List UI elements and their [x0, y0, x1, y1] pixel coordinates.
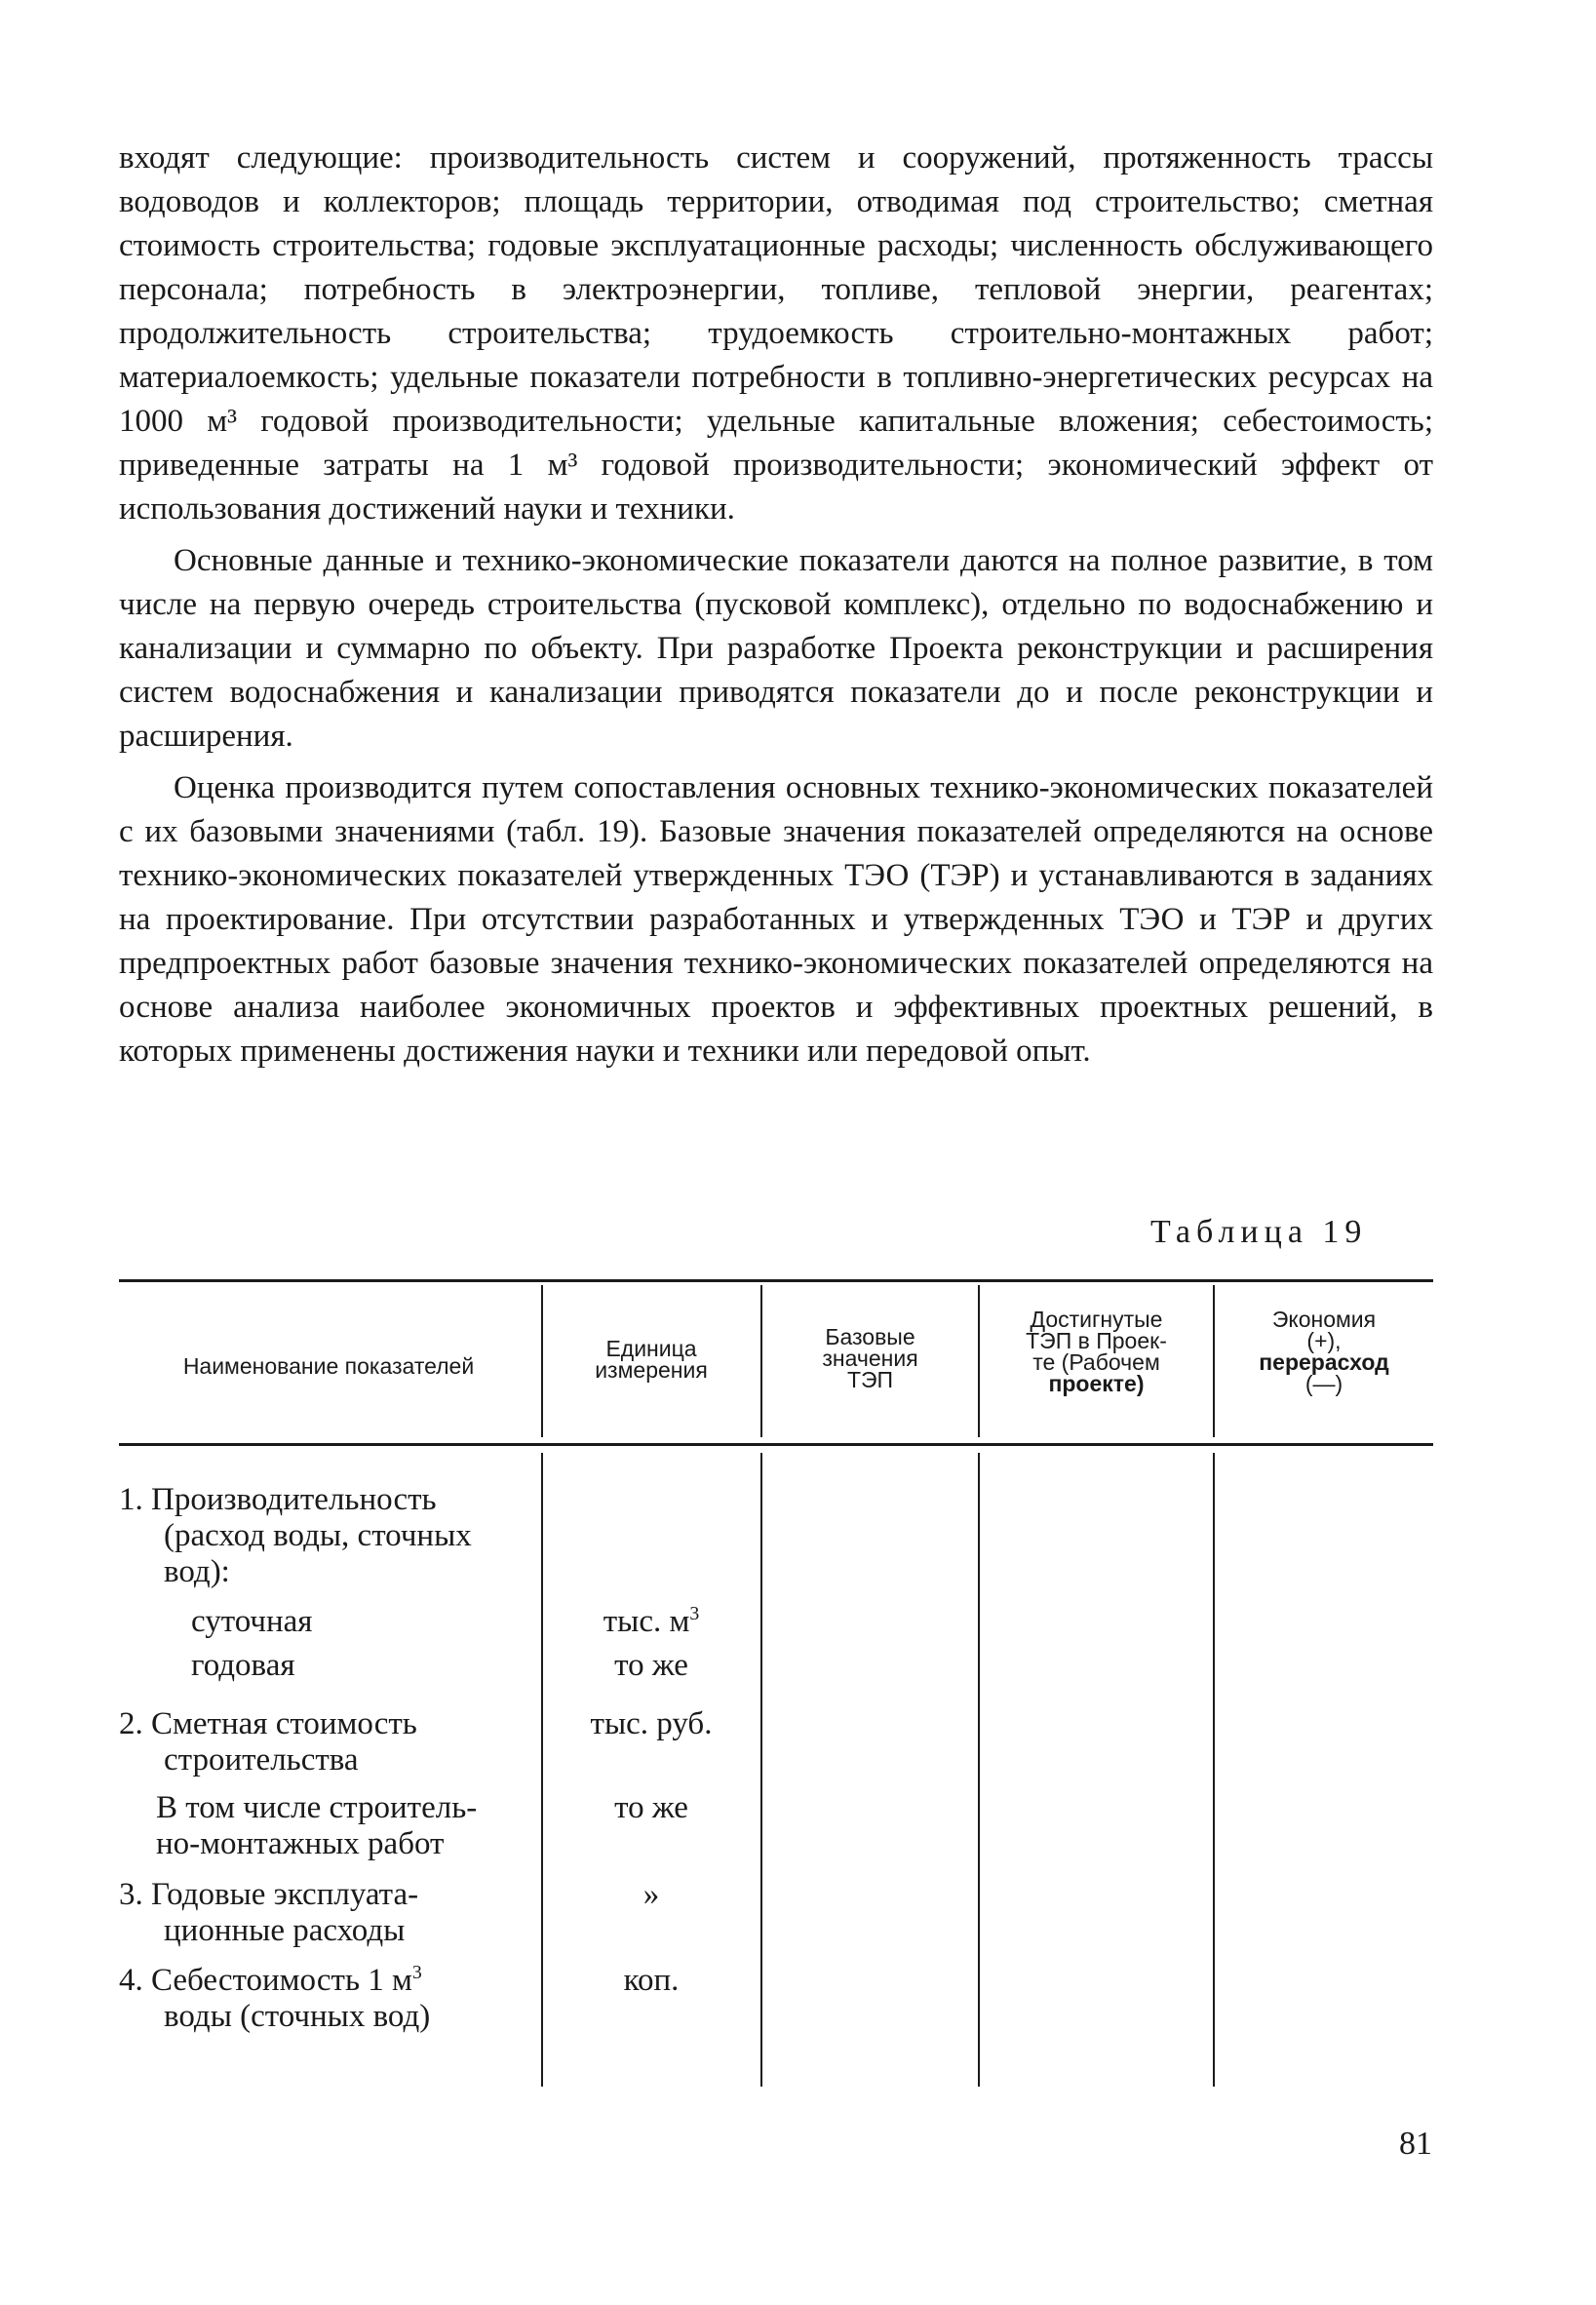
- header-unit-line-2: измерения: [595, 1357, 708, 1383]
- row-2-unit: тыс. руб.: [590, 1706, 713, 1741]
- header-base-line-1: Базовые: [825, 1324, 915, 1349]
- header-unit: [542, 1338, 760, 1381]
- body-text: [119, 137, 1433, 1074]
- header-base-line-3: ТЭП: [846, 1367, 894, 1392]
- header-economy-line-1: Экономия: [1271, 1307, 1377, 1332]
- row-3-name-line-2: ционные расходы: [164, 1913, 406, 1948]
- row-1-name-line-3: вод):: [164, 1554, 230, 1589]
- row-1-name-line-2: (расход воды, сточных: [164, 1518, 472, 1553]
- row-1-name: [119, 1482, 538, 1590]
- row-4-name: [119, 1963, 538, 2035]
- table-caption: Таблица 19: [1150, 1214, 1368, 1250]
- column-divider: [1213, 1453, 1215, 2087]
- page-number: 81: [1399, 2126, 1432, 2162]
- row-2-name-line-1: 2. Сметная стоимость: [119, 1706, 417, 1741]
- row-4-unit: коп.: [623, 1963, 680, 1998]
- column-divider: [978, 1453, 980, 2087]
- header-achieved-line-1: Достигнутые: [1030, 1307, 1163, 1332]
- paragraph-1: входят следующие: производительность систем и сооружений, протяженность трассы водоводов и коллекторов; площадь территории, отводимая под строительство; сметная стоимость строительства; годовые эксплуатационные расходы; численность обслуживающего персонала; потребность в электроэнергии, топливе, тепловой энергии, реагентах; продолжительность строительства; трудоемкость строительно-монтажных работ; материалоемкость; удельные показатели потребности в топливно-энергетических ресурсах на 1000 м³ годовой производительности; удельные капитальные вложения; себестоимость; приведенные затраты на 1 м³ годовой производительности; экономический эффект от использования достижений науки и техники.: [119, 140, 1433, 527]
- header-achieved: [980, 1309, 1213, 1394]
- row-2-name-line-2: строительства: [164, 1742, 359, 1778]
- column-divider: [760, 1453, 762, 2087]
- row-4-name-line-1: 4. Себестоимость 1 $м^3$: [119, 1962, 422, 1998]
- header-achieved-line-3: те (Рабочем: [1032, 1349, 1160, 1375]
- table-top-rule: [119, 1279, 1433, 1282]
- header-base-line-2: значения: [822, 1346, 918, 1371]
- header-unit-line-1: Единица: [605, 1336, 697, 1361]
- table-header-rule: [119, 1443, 1433, 1446]
- row-2-name: [119, 1706, 538, 1778]
- header-economy: [1215, 1309, 1433, 1394]
- row-1-name-line-1: 1. Производительность: [119, 1482, 437, 1517]
- row-2a-unit: то же: [614, 1790, 688, 1825]
- header-achieved-line-2: ТЭП в Проек-: [1026, 1328, 1167, 1353]
- row-4-name-line-2: воды (сточных вод): [164, 1999, 431, 2034]
- row-1b-name: годовая: [191, 1648, 295, 1683]
- header-economy-line-4: (—): [1304, 1371, 1343, 1396]
- row-3-name-line-1: 3. Годовые эксплуата-: [119, 1877, 419, 1912]
- row-2a-name-line-2: но-монтажных работ: [156, 1826, 445, 1861]
- header-economy-line-3: перерасход: [1259, 1349, 1389, 1375]
- row-1a-unit: тыс. $м^3$: [603, 1603, 700, 1639]
- header-base: [762, 1326, 978, 1390]
- row-3-name: [119, 1877, 538, 1949]
- row-2a-name-line-1: В том числе строитель-: [156, 1790, 478, 1825]
- row-1a-name: суточная: [191, 1604, 313, 1639]
- row-1b-unit: то же: [614, 1648, 688, 1683]
- row-3-unit: »: [642, 1877, 660, 1912]
- paragraph-2: Основные данные и технико-экономические показатели даются на полное развитие, в том числе на первую очередь строительства (пусковой комплекс), отдельно по водоснабжению и канализации и суммарно по объекту. При разработке Проекта реконструкции и расширения систем водоснабжения и канализации приводятся показатели до и после реконструкции и расширения.: [119, 543, 1433, 754]
- header-achieved-line-4: проекте): [1048, 1371, 1145, 1396]
- row-2a-name: [156, 1790, 538, 1862]
- header-economy-line-2: (+),: [1306, 1328, 1342, 1353]
- paragraph-3: Оценка производится путем сопоставления основных технико-экономических показателей с их базовыми значениями (табл. 19). Базовые значения показателей определяются на основе технико-экономических показателей утвержденных ТЭО (ТЭР) и устанавливаются в заданиях на проектирование. При отсутствии разработанных и утвержденных ТЭО и ТЭР и других предпроектных работ базовые значения технико-экономических показателей определяются на основе анализа наиболее экономичных проектов и эффективных проектных решений, в которых применены достижения науки и техники или передовой опыт.: [119, 770, 1433, 1069]
- header-name: Наименование показателей: [182, 1353, 475, 1379]
